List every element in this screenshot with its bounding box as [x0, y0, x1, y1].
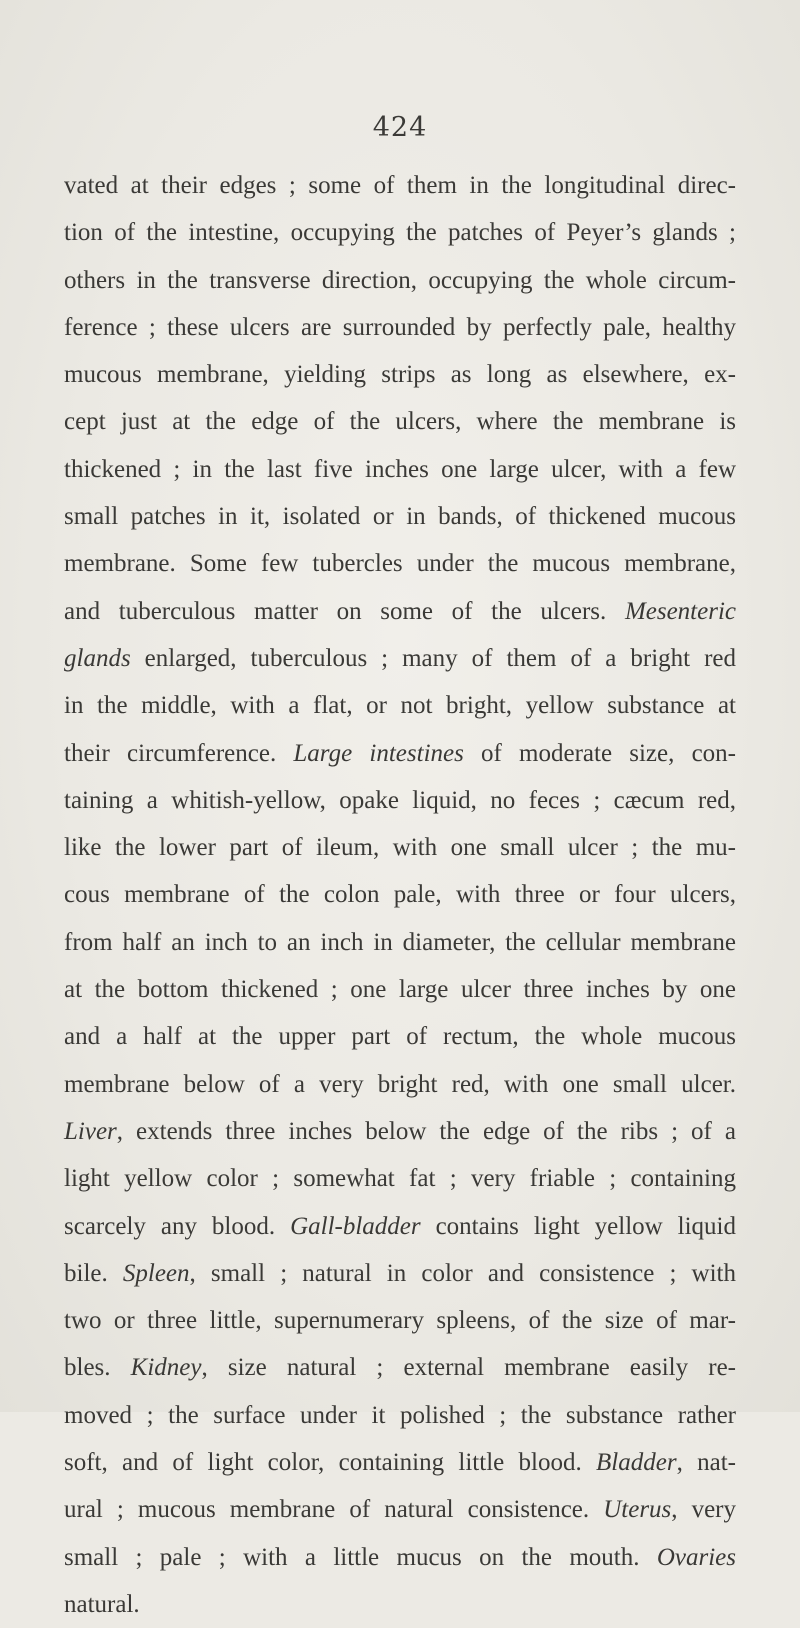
text-line: tion of the intestine, occupying the patches of Peyer’s glands ; — [64, 219, 736, 247]
text-line: small ; pale ; with a little mucus on the mouth. Ovaries — [64, 1543, 736, 1571]
text-line: bles. Kidney, size natural ; external membrane easily re- — [64, 1354, 736, 1382]
text-line: two or three little, supernumerary spleens, of the size of mar- — [64, 1307, 736, 1335]
text-line: membrane. Some few tubercles under the mucous membrane, — [64, 550, 736, 578]
text-line: others in the transverse direction, occupying the whole circum- — [64, 266, 736, 294]
text-line: light yellow color ; somewhat fat ; very friable ; containing — [64, 1165, 736, 1193]
italic-term: Bladder — [596, 1449, 677, 1477]
italic-term: Spleen — [122, 1259, 190, 1287]
italic-term: Uterus — [603, 1496, 672, 1524]
text-line: moved ; the surface under it polished ; the substance rather — [64, 1401, 736, 1429]
text-line: ference ; these ulcers are surrounded by perfectly pale, healthy — [64, 313, 736, 341]
text-line: thickened ; in the last five inches one large ulcer, with a few — [64, 455, 736, 483]
text-line: from half an inch to an inch in diameter, the cellular membrane — [64, 928, 736, 956]
italic-term: glands — [64, 644, 131, 672]
italic-term: Kidney — [130, 1354, 202, 1382]
italic-term: Large intestines — [293, 739, 464, 767]
text-line: small patches in it, isolated or in bands, of thickened mucous — [64, 503, 736, 531]
italic-term: Mesenteric — [624, 597, 736, 625]
text-line: scarcely any blood. Gall-bladder contains light yellow liquid — [64, 1212, 737, 1240]
text-line: and tuberculous matter on some of the ulcers. Mesenteric — [64, 597, 736, 625]
italic-term: Liver — [64, 1117, 117, 1145]
text-line: glands enlarged, tuberculous ; many of them of a bright red — [64, 644, 736, 672]
page-number: 424 — [372, 112, 428, 143]
text-line: mucous membrane, yielding strips as long as elsewhere, ex- — [64, 361, 736, 389]
italic-term: Ovaries — [656, 1543, 736, 1571]
text-line: like the lower part of ileum, with one small ulcer ; the mu- — [64, 834, 736, 862]
text-line: their circumference. Large intestines of moderate size, con- — [64, 739, 736, 767]
text-line: cous membrane of the colon pale, with three or four ulcers, — [64, 881, 736, 909]
text-line: ural ; mucous membrane of natural consistence. Uterus, very — [64, 1496, 737, 1524]
text-line: and a half at the upper part of rectum, the whole mucous — [64, 1023, 736, 1051]
text-line: Liver, extends three inches below the edge of the ribs ; of a — [64, 1117, 736, 1145]
text-line: cept just at the edge of the ulcers, where the membrane is — [64, 408, 736, 436]
text-line: natural. — [64, 1590, 140, 1618]
text-line: in the middle, with a flat, or not bright, yellow substance at — [64, 692, 736, 720]
text-line: taining a whitish-yellow, opake liquid, no feces ; cæcum red, — [64, 786, 736, 814]
text-line: at the bottom thickened ; one large ulcer three inches by one — [64, 976, 736, 1004]
text-line: vated at their edges ; some of them in the longitudinal direc- — [64, 172, 736, 199]
text-line: soft, and of light color, containing little blood. Bladder, nat- — [64, 1449, 736, 1477]
text-line: membrane below of a very bright red, with one small ulcer. — [64, 1070, 736, 1098]
text-line: bile. Spleen, small ; natural in color and consistence ; with — [64, 1259, 736, 1287]
italic-term: Gall-bladder — [290, 1212, 421, 1240]
body-text — [64, 162, 736, 1628]
